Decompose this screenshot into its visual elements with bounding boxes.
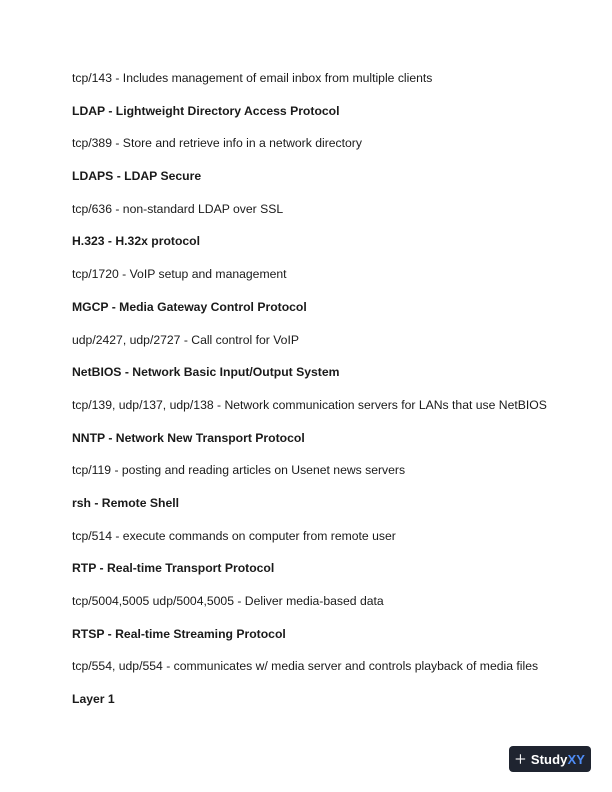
studyxy-badge[interactable]	[509, 746, 591, 772]
section-heading: RTSP - Real-time Streaming Protocol	[72, 626, 286, 641]
section-heading: RTP - Real-time Transport Protocol	[72, 561, 275, 576]
port-description: tcp/554, udp/554 - communicates w/ media server and controls playback of media files	[72, 659, 539, 674]
port-description: tcp/636 - non-standard LDAP over SSL	[72, 201, 284, 216]
section-heading: NetBIOS - Network Basic Input/Output System	[72, 365, 340, 380]
port-description: tcp/514 - execute commands on computer from remote user	[72, 528, 396, 543]
port-description: tcp/389 - Store and retrieve info in a network directory	[72, 136, 362, 151]
port-description: tcp/5004,5005 udp/5004,5005 - Deliver media-based data	[72, 594, 384, 608]
brand-logo-text	[531, 752, 585, 767]
section-heading: LDAP - Lightweight Directory Access Protocol	[72, 103, 340, 118]
section-heading: LDAPS - LDAP Secure	[72, 169, 202, 184]
port-description: udp/2427, udp/2727 - Call control for VoIP	[72, 332, 299, 347]
plus-icon	[515, 751, 526, 767]
section-heading: NNTP - Network New Transport Protocol	[72, 430, 305, 445]
port-description: tcp/1720 - VoIP setup and management	[72, 267, 287, 282]
brand-accent: XY	[567, 751, 585, 767]
section-heading: H.323 - H.32x protocol	[72, 234, 201, 249]
section-heading: rsh - Remote Shell	[72, 495, 180, 510]
document-body	[72, 71, 572, 725]
port-description: tcp/119 - posting and reading articles on Usenet news servers	[72, 463, 406, 478]
port-description: tcp/143 - Includes management of email inbox from multiple clients	[72, 71, 433, 85]
section-heading: Layer 1	[72, 692, 115, 707]
brand-main: Study	[530, 751, 568, 767]
port-description: tcp/139, udp/137, udp/138 - Network communication servers for LANs that use NetBIOS	[72, 397, 547, 412]
section-heading: MGCP - Media Gateway Control Protocol	[72, 299, 307, 314]
